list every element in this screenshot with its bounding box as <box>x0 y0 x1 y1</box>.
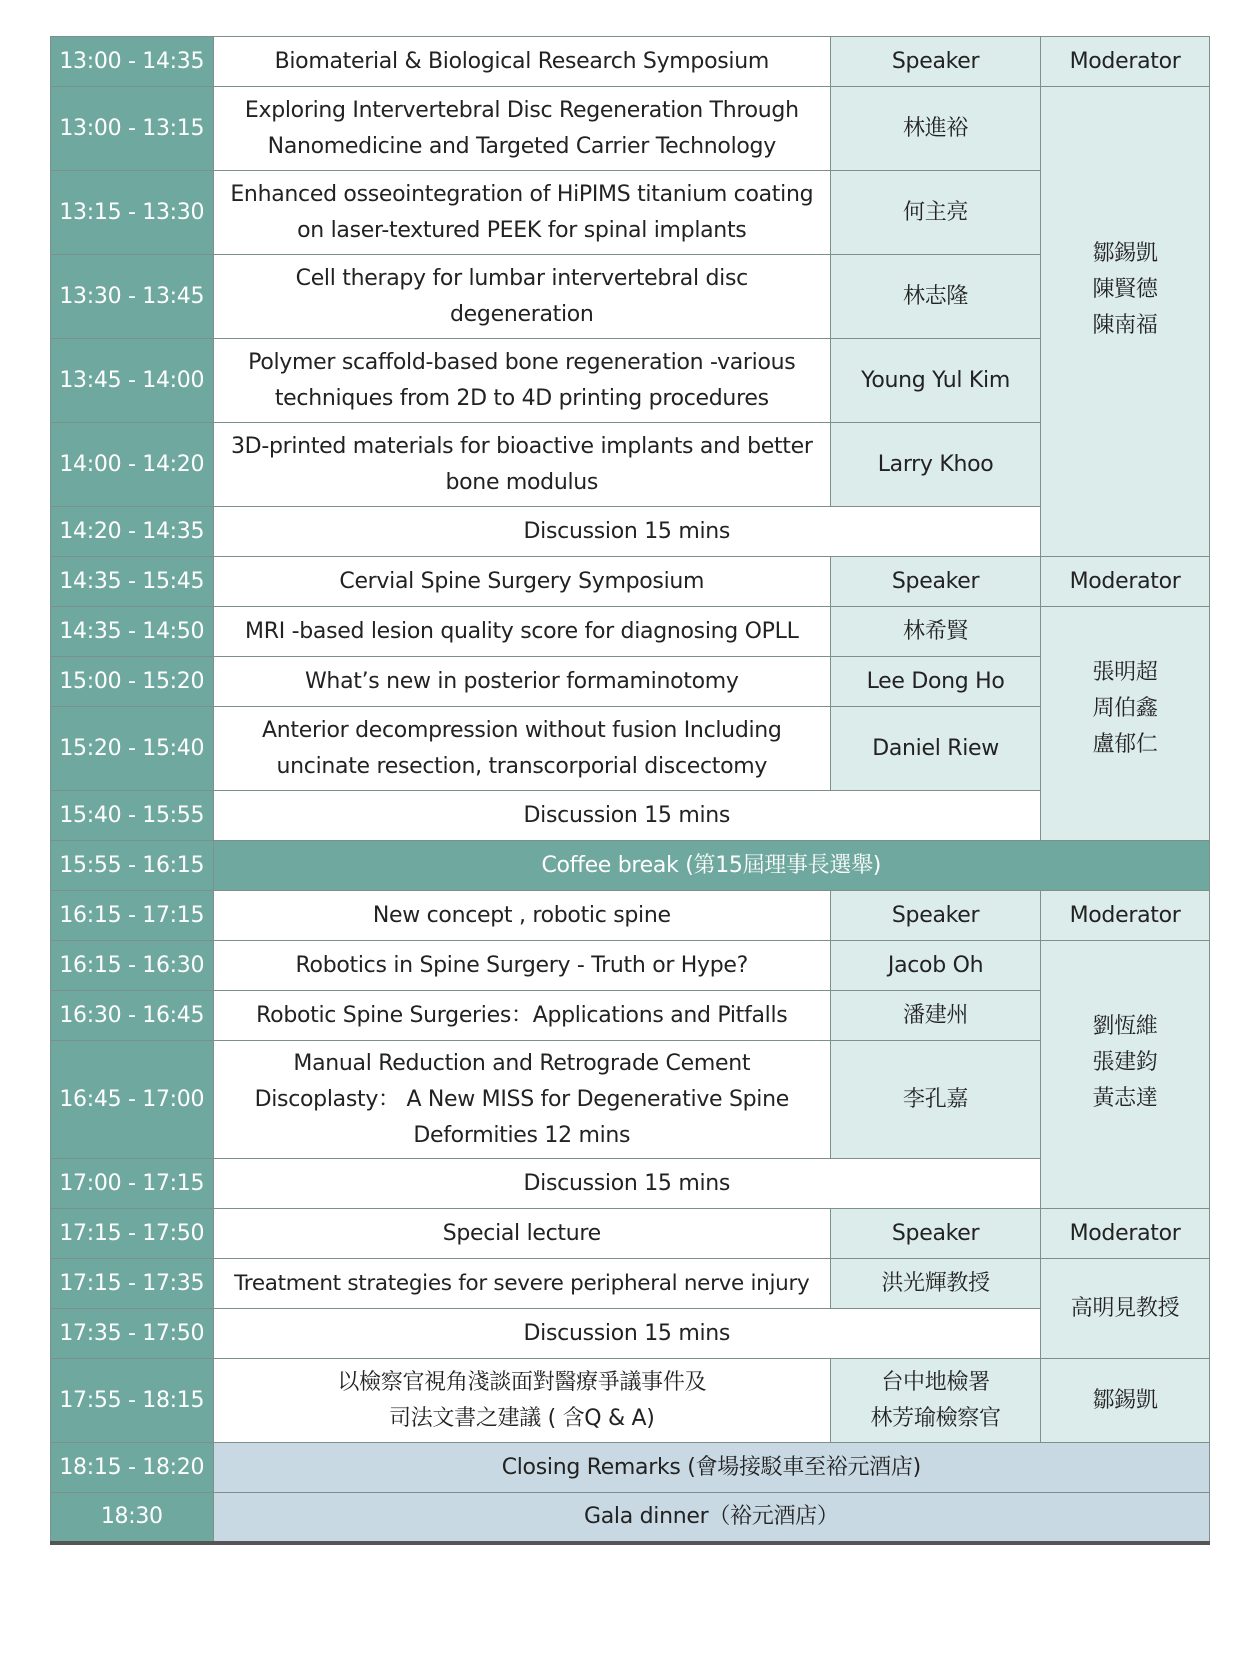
session-title: Biomaterial & Biological Research Symposium <box>213 37 831 87</box>
talk-time: 16:15 - 16:30 <box>51 941 214 991</box>
speaker-header: Speaker <box>831 37 1041 87</box>
talk-title: Cell therapy for lumbar intervertebral disc degeneration <box>213 255 831 339</box>
talk-title: What’s new in posterior formaminotomy <box>213 657 831 707</box>
talk-time: 15:20 - 15:40 <box>51 707 214 791</box>
talk-speaker: 李孔嘉 <box>831 1041 1041 1159</box>
coffee-label: Coffee break (第15屆理事長選舉) <box>213 841 1209 891</box>
talk-row <box>51 941 1210 991</box>
moderator-header: Moderator <box>1041 1209 1210 1259</box>
discussion-time: 15:40 - 15:55 <box>51 791 214 841</box>
talk-time: 16:45 - 17:00 <box>51 1041 214 1159</box>
gala-row <box>51 1493 1210 1543</box>
moderator-header: Moderator <box>1041 891 1210 941</box>
talk-row <box>51 991 1210 1041</box>
talk-time: 13:30 - 13:45 <box>51 255 214 339</box>
talk-time: 15:00 - 15:20 <box>51 657 214 707</box>
talk-speaker: Jacob Oh <box>831 941 1041 991</box>
moderators-cell: 張明超 周伯鑫 盧郁仁 <box>1041 607 1210 841</box>
discussion-label: Discussion 15 mins <box>213 1309 1041 1359</box>
closing-label: Closing Remarks (會場接駁車至裕元酒店) <box>213 1443 1209 1493</box>
talk-title: Robotics in Spine Surgery - Truth or Hype? <box>213 941 831 991</box>
moderator-cell: 鄒錫凱 <box>1041 1359 1210 1443</box>
session-title: New concept , robotic spine <box>213 891 831 941</box>
speaker-header: Speaker <box>831 557 1041 607</box>
session-title: Special lecture <box>213 1209 831 1259</box>
session-header-row <box>51 37 1210 87</box>
closing-row <box>51 1443 1210 1493</box>
discussion-row <box>51 1309 1210 1359</box>
discussion-label: Discussion 15 mins <box>213 1159 1041 1209</box>
session-header-row <box>51 891 1210 941</box>
session-header-row <box>51 1209 1210 1259</box>
discussion-label: Discussion 15 mins <box>213 507 1041 557</box>
talk-time: 16:30 - 16:45 <box>51 991 214 1041</box>
talk-speaker: Daniel Riew <box>831 707 1041 791</box>
talk-speaker: 林進裕 <box>831 87 1041 171</box>
talk-row <box>51 1359 1210 1443</box>
talk-time: 17:55 - 18:15 <box>51 1359 214 1443</box>
gala-label: Gala dinner（裕元酒店） <box>213 1493 1209 1543</box>
talk-speaker: 林希賢 <box>831 607 1041 657</box>
talk-time: 13:00 - 13:15 <box>51 87 214 171</box>
talk-speaker: Larry Khoo <box>831 423 1041 507</box>
talk-row <box>51 657 1210 707</box>
talk-title: Robotic Spine Surgeries：Applications and Pitfalls <box>213 991 831 1041</box>
talk-title: MRI -based lesion quality score for diagnosing OPLL <box>213 607 831 657</box>
speaker-header: Speaker <box>831 1209 1041 1259</box>
discussion-row <box>51 791 1210 841</box>
discussion-time: 17:35 - 17:50 <box>51 1309 214 1359</box>
talk-title: Anterior decompression without fusion Including uncinate resection, transcorporial discectomy <box>213 707 831 791</box>
talk-title: Exploring Intervertebral Disc Regeneration Through Nanomedicine and Targeted Carrier Technology <box>213 87 831 171</box>
talk-time: 17:15 - 17:35 <box>51 1259 214 1309</box>
gala-time: 18:30 <box>51 1493 214 1543</box>
talk-title: Manual Reduction and Retrograde Cement Discoplasty： A New MISS for Degenerative Spine Deformities 12 mins <box>213 1041 831 1159</box>
talk-time: 13:45 - 14:00 <box>51 339 214 423</box>
session-time: 17:15 - 17:50 <box>51 1209 214 1259</box>
coffee-time: 15:55 - 16:15 <box>51 841 214 891</box>
talk-speaker: 何主亮 <box>831 171 1041 255</box>
discussion-row <box>51 1159 1210 1209</box>
talk-title: Polymer scaffold-based bone regeneration -various techniques from 2D to 4D printing procedures <box>213 339 831 423</box>
talk-time: 13:15 - 13:30 <box>51 171 214 255</box>
talk-speaker: 潘建州 <box>831 991 1041 1041</box>
moderators-cell: 劉恆維 張建鈞 黃志達 <box>1041 941 1210 1209</box>
talk-row <box>51 423 1210 507</box>
talk-row <box>51 339 1210 423</box>
talk-speaker: 洪光輝教授 <box>831 1259 1041 1309</box>
talk-time: 14:35 - 14:50 <box>51 607 214 657</box>
talk-title: Treatment strategies for severe peripheral nerve injury <box>213 1259 831 1309</box>
discussion-time: 17:00 - 17:15 <box>51 1159 214 1209</box>
moderator-header: Moderator <box>1041 557 1210 607</box>
moderator-cell: 高明見教授 <box>1041 1259 1210 1359</box>
speaker-header: Speaker <box>831 891 1041 941</box>
talk-row <box>51 171 1210 255</box>
moderator-header: Moderator <box>1041 37 1210 87</box>
talk-title: 以檢察官視角淺談面對醫療爭議事件及 司法文書之建議 ( 含Q & A) <box>213 1359 831 1443</box>
talk-row <box>51 255 1210 339</box>
session-title: Cervial Spine Surgery Symposium <box>213 557 831 607</box>
discussion-row <box>51 507 1210 557</box>
talk-speaker: Young Yul Kim <box>831 339 1041 423</box>
talk-row <box>51 1259 1210 1309</box>
discussion-time: 14:20 - 14:35 <box>51 507 214 557</box>
session-time: 14:35 - 15:45 <box>51 557 214 607</box>
talk-speaker: Lee Dong Ho <box>831 657 1041 707</box>
session-time: 16:15 - 17:15 <box>51 891 214 941</box>
closing-time: 18:15 - 18:20 <box>51 1443 214 1493</box>
session-header-row <box>51 557 1210 607</box>
talk-row <box>51 1041 1210 1159</box>
talk-row <box>51 607 1210 657</box>
talk-speaker: 台中地檢署 林芳瑜檢察官 <box>831 1359 1041 1443</box>
schedule-table <box>50 36 1210 1545</box>
talk-title: Enhanced osseointegration of HiPIMS titanium coating on laser-textured PEEK for spinal implants <box>213 171 831 255</box>
talk-time: 14:00 - 14:20 <box>51 423 214 507</box>
discussion-label: Discussion 15 mins <box>213 791 1041 841</box>
coffee-break-row <box>51 841 1210 891</box>
session-time: 13:00 - 14:35 <box>51 37 214 87</box>
talk-row <box>51 707 1210 791</box>
talk-title: 3D-printed materials for bioactive implants and better bone modulus <box>213 423 831 507</box>
talk-speaker: 林志隆 <box>831 255 1041 339</box>
talk-row <box>51 87 1210 171</box>
moderators-cell: 鄒錫凱 陳賢德 陳南福 <box>1041 87 1210 557</box>
